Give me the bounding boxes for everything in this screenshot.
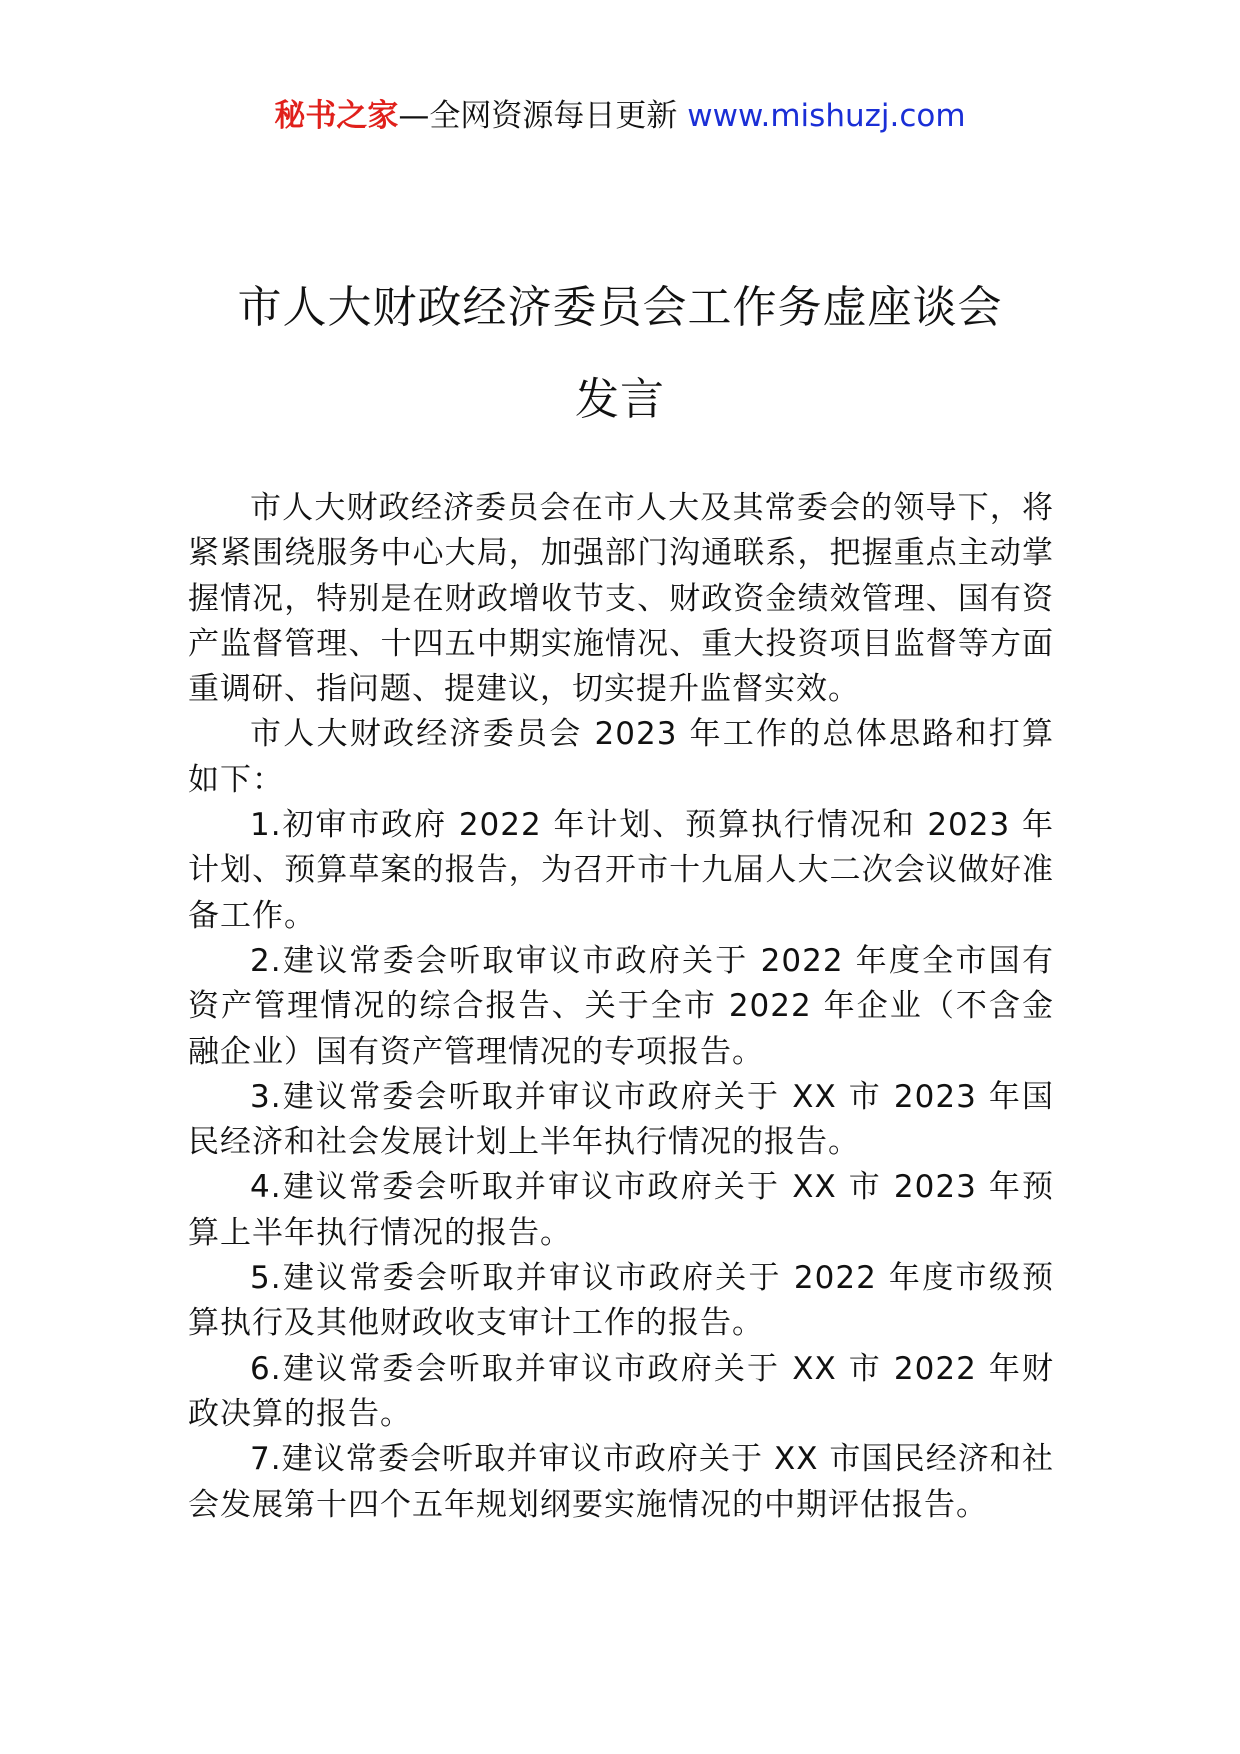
plan-item-6: 6.建议常委会听取并审议市政府关于 XX 市 2022 年财政决算的报告。 (188, 1350, 1054, 1432)
document-title-line-2: 发言 (575, 374, 665, 425)
intro-paragraph: 市人大财政经济委员会在市人大及其常委会的领导下，将紧紧围绕服务中心大局，加强部门沟通联系，把握重点主动掌握情况，特别是在财政增收节支、财政资金绩效管理、国有资产监督管理、十四五中期实施情况、重大投资项目监督等方面重调研、指问题、提建议，切实提升监督实效。 (188, 490, 1054, 708)
plan-item-5: 5.建议常委会听取并审议市政府关于 2022 年度市级预算执行及其他财政收支审计工作的报告。 (188, 1260, 1054, 1342)
plan-item-2: 2.建议常委会听取审议市政府关于 2022 年度全市国有资产管理情况的综合报告、关于全市 2022 年企业（不含金融企业）国有资产管理情况的专项报告。 (188, 942, 1054, 1070)
site-url-link[interactable]: www.mishuzj.com (687, 98, 966, 134)
document-title-line-1: 市人大财政经济委员会工作务虚座谈会 (237, 282, 1003, 333)
plan-item-1: 1.初审市政府 2022 年计划、预算执行情况和 2023 年计划、预算草案的报告，为召开市十九届人大二次会议做好准备工作。 (188, 807, 1054, 934)
document-body (188, 486, 1054, 1528)
site-brand: 秘书之家 (274, 98, 399, 134)
plan-item-3: 3.建议常委会听取并审议市政府关于 XX 市 2023 年国民经济和社会发展计划上半年执行情况的报告。 (188, 1078, 1054, 1161)
plan-item-7: 7.建议常委会听取并审议市政府关于 XX 市国民经济和社会发展第十四个五年规划纲要实施情况的中期评估报告。 (188, 1441, 1054, 1523)
site-slogan: —全网资源每日更新 (398, 98, 688, 134)
plan-item-4: 4.建议常委会听取并审议市政府关于 XX 市 2023 年预算上半年执行情况的报告。 (188, 1169, 1054, 1251)
site-header (0, 96, 1240, 136)
document-title (0, 262, 1240, 446)
plan-summary-paragraph: 市人大财政经济委员会 2023 年工作的总体思路和打算如下： (188, 716, 1054, 798)
